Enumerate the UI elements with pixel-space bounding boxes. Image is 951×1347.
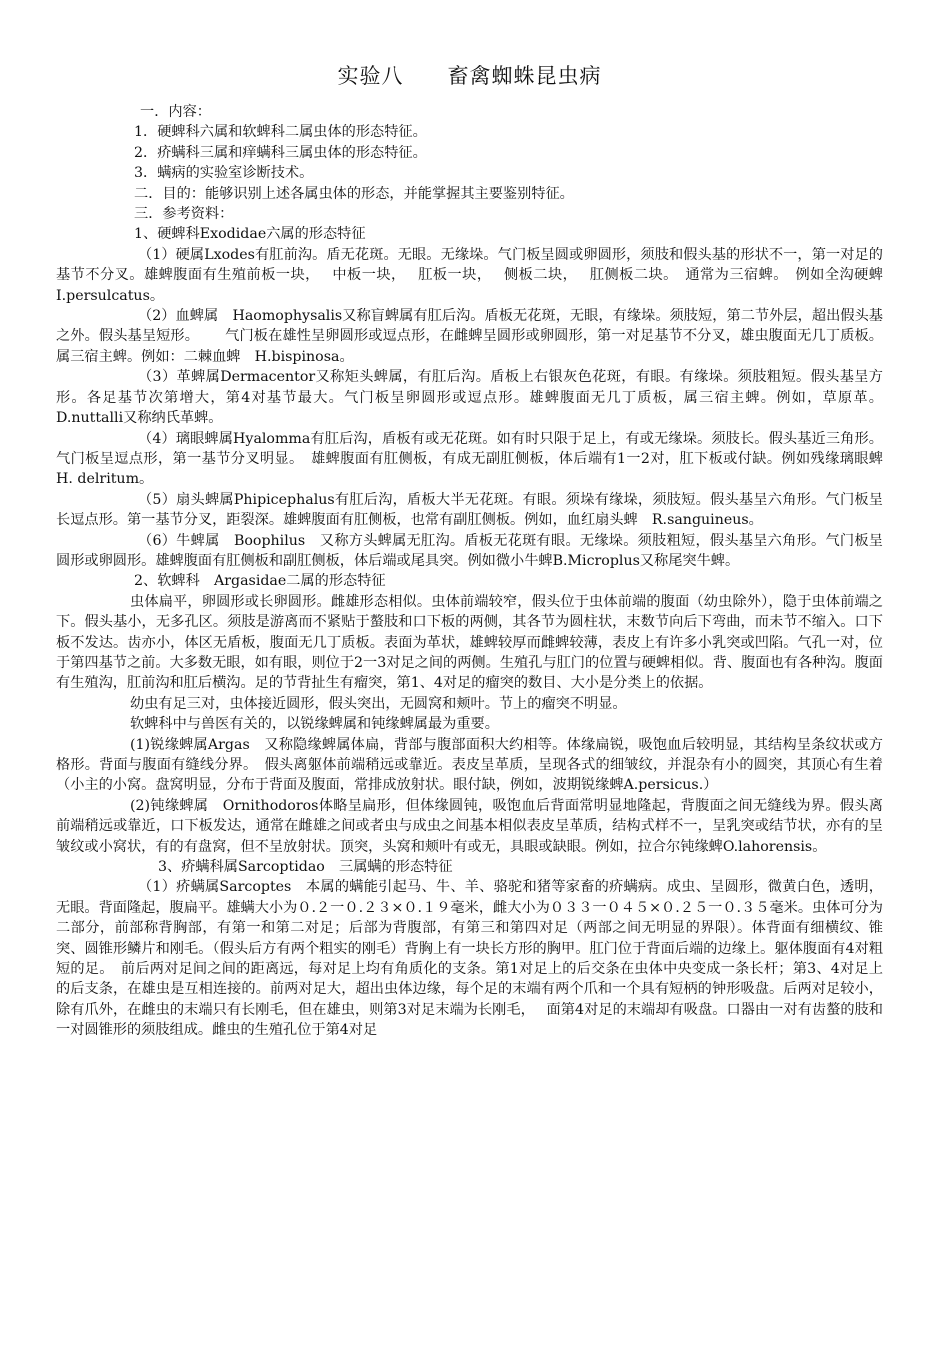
genus-haemaphysalis-paragraph: （2）血蜱属 Haomophysalis又称盲蜱属有肛后沟。盾板无花斑，无眼，有缘垛。须肢短，第二节外层，超出假头基之外。假头基呈短形。 气门板在雄性呈卵圆形或逗点形，在雌蜱呈圆形或卵圆形，第一对足基节不分叉，雄虫腹面无几丁质板。属三宿主蜱。例如：二棘血蜱 H.bispinosa。 bbox=[56, 308, 883, 365]
genus-argas-paragraph: (1)锐缘蜱属Argas 又称隐缘蜱属体扁，背部与腹部面积大约相等。体缘扁锐，吸饱血后较明显，其结构呈条纹状或方格形。背面与腹面有缝线分界。 假头离躯体前端稍远或靠近。表皮呈革质，呈现各式的细皱纹，并混杂有小的圆突，其顶心有生着（小主的小窝。盘窝明显，分布于背面及腹面，常排成放射状。眼付缺，例如，波期锐缘蜱A.persicus.） bbox=[56, 736, 883, 794]
section-heading-sarcoptidae: 3、疥螨科属Sarcoptidao 三属螨的形态特征 bbox=[158, 859, 453, 876]
references-header: 三．参考资料： bbox=[134, 206, 234, 223]
genus-dermacentor-paragraph: （3）革蜱属Dermacentor又称矩头蜱属，有肛后沟。盾板上右银灰色花斑，有眼。有缘垛。须肢粗短。假头基呈方形。各足基节次第增大，第4对基节最大。气门板呈卵圆形或逗点形。雄蜱腹面无几丁质板，属三宿主蜱。例如，草原革。D.nuttalli又称纳氏革蜱。 bbox=[56, 369, 883, 427]
genus-boophilus-paragraph: （6）牛蜱属 Boophilus 又称方头蜱属无肛沟。盾板无花斑有眼。无缘垛。须肢粗短，假头基呈六角形。气门板呈圆形或卵圆形。雄蜱腹面有肛侧板和副肛侧板，体后端或尾具突。例如微小牛蜱B.Microplus又称尾突牛蜱。 bbox=[56, 532, 883, 569]
genus-hyalomma-paragraph: （4）璃眼蜱属Hyalomma有肛后沟，盾板有或无花斑。如有时只限于足上，有或无缘垛。须肢长。假头基近三角形。气门板呈逗点形，第一基节分叉明显。 雄蜱腹面有肛侧板，有成无副肛侧板，体后端有1一2对，肛下板或付缺。例如残缘璃眼蜱 H. delritum。 bbox=[56, 430, 898, 488]
content-header: 一．内容： bbox=[140, 104, 211, 120]
soft-ticks-paragraph: 虫体扁平，卵圆形或长卵圆形。雌雄形态相似。虫体前端较窄，假头位于虫体前端的腹面（幼虫除外），隐于虫体前端之下。假头基小，无多孔区。须肢是游离而不紧贴于螯肢和口下板的两侧，其各节为圆柱状，末数节向后下弯曲，而未节不缩入。口下板不发达。齿亦小，体区无盾板，腹面无几丁质板。表面为革状，雄蜱较厚而雌蜱较薄，表皮上有许多小乳突或凹陷。气孔一对，位于第四基节之前。大多数无眼，如有眼，则位于2一3对足之间的两侧。生殖孔与肛门的位置与硬蜱相似。背、腹面也有各种沟。腹面有生殖沟，肛前沟和肛后横沟。足的节背扯生有瘤突，第1、4对足的瘤突的数目、大小是分类上的依据。 bbox=[56, 593, 883, 692]
genus-ixodes-paragraph: （1）硬属Lxodes有肛前沟。盾无花斑。无眼。无缘垛。气门板呈圆或卵圆形，须肢和假头基的形状不一，第一对足的基节不分叉。雄蜱腹面有生殖前板一块， 中板一块， 肛板一块， 侧板二块， 肛侧板二块。 通常为三宿蜱。 例如全沟硬蜱I.persulcatus。 bbox=[56, 246, 883, 304]
page-title: 实验八 畜禽蜘蛛昆虫病 bbox=[337, 64, 602, 88]
soft-ticks-larva-paragraph: 幼虫有足三对，虫体接近圆形，假头突出，无圆窝和颊叶。节上的瘤突不明显。 bbox=[130, 695, 627, 712]
section-heading-hard-ticks: 1、硬蜱科Exodidae六属的形态特征 bbox=[134, 226, 366, 243]
genus-sarcoptes-paragraph: （1）疥螨属Sarcoptes 本属的螨能引起马、牛、羊、骆驼和猪等家畜的疥螨病。成虫、呈圆形，微黄白色，透明，无眼。背面隆起，腹扁平。雄螨大小为０.２一０.２３×０.１９毫米，雌大小为０３３一０４５×０.２５一０.３５毫米。虫体可分为二部分，前部称背胸部，有第一和第二对足；后部为背腹部，有第三和第四对足（两部之间无明显的界限）。体背面有细横纹、锥突、圆锥形鳞片和刚毛。（假头后方有两个粗实的刚毛）背胸上有一块长方形的胸甲。肛门位于背面后端的边缘上。躯体腹面有4对粗短的足。 前后两对足间之间的距离远，每对足上均有角质化的支条。第1对足上的后交条在虫体中央变成一条长杆；第3、4对足上的后支条，在雄虫是互相连接的。前两对足大，超出虫体边缘，每个足的末端有两个爪和一个具有短柄的钟形吸盘。后两对足较小，除有爪外，在雌虫的末端只有长刚毛，但在雄虫，则第3对足末端为长刚毛， 面第4对足的末端却有吸盘。口器由一对有齿螯的肢和一对圆锥形的须肢组成。雌虫的生殖孔位于第4对足 bbox=[56, 879, 883, 1039]
genus-rhipicephalus-paragraph: （5）扇头蜱属Phipicephalus有肛后沟，盾板大半无花斑。有眼。须垛有缘垛，须肢短。假头基呈六角形。气门板呈长逗点形。第一基节分叉，距裂深。雄蜱腹面有肛侧板，也常有副肛侧板。例如，血红扇头蜱 R.sanguineus。 bbox=[56, 491, 883, 529]
content-item: 2．疥螨科三属和痒螨科三属虫体的形态特征。 bbox=[134, 144, 427, 161]
content-item: 3．螨病的实验室诊断技术。 bbox=[134, 165, 314, 182]
genus-ornithodoros-paragraph: (2)钝缘蜱属 Ornithodoros体略呈扁形，但体缘圆钝，吸饱血后背面常明显地隆起，背腹面之间无缝线为界。假头离前端稍远或靠近，口下板发达，通常在雌雄之间或者虫与成虫之间基本相似表皮呈革质，结构式样不一，呈乳突或结节状，亦有的呈皱纹或小窝状，有的有盘窝，但不呈放射状。顶突，头窝和颊叶有或无，具眼或缺眼。例如，拉合尔钝缘蜱O.lahorensis。 bbox=[56, 797, 883, 855]
purpose-line: 二．目的：能够识别上述各属虫体的形态，并能掌握其主要鉴别特征。 bbox=[134, 185, 574, 202]
section-heading-soft-ticks: 2、软蜱科 Argasidae二属的形态特征 bbox=[134, 573, 386, 590]
soft-ticks-importance-paragraph: 软蜱科中与兽医有关的，以锐缘蜱属和钝缘蜱属最为重要。 bbox=[130, 716, 499, 733]
content-item: 1．硬蜱科六属和软蜱科二属虫体的形态特征。 bbox=[134, 124, 427, 141]
